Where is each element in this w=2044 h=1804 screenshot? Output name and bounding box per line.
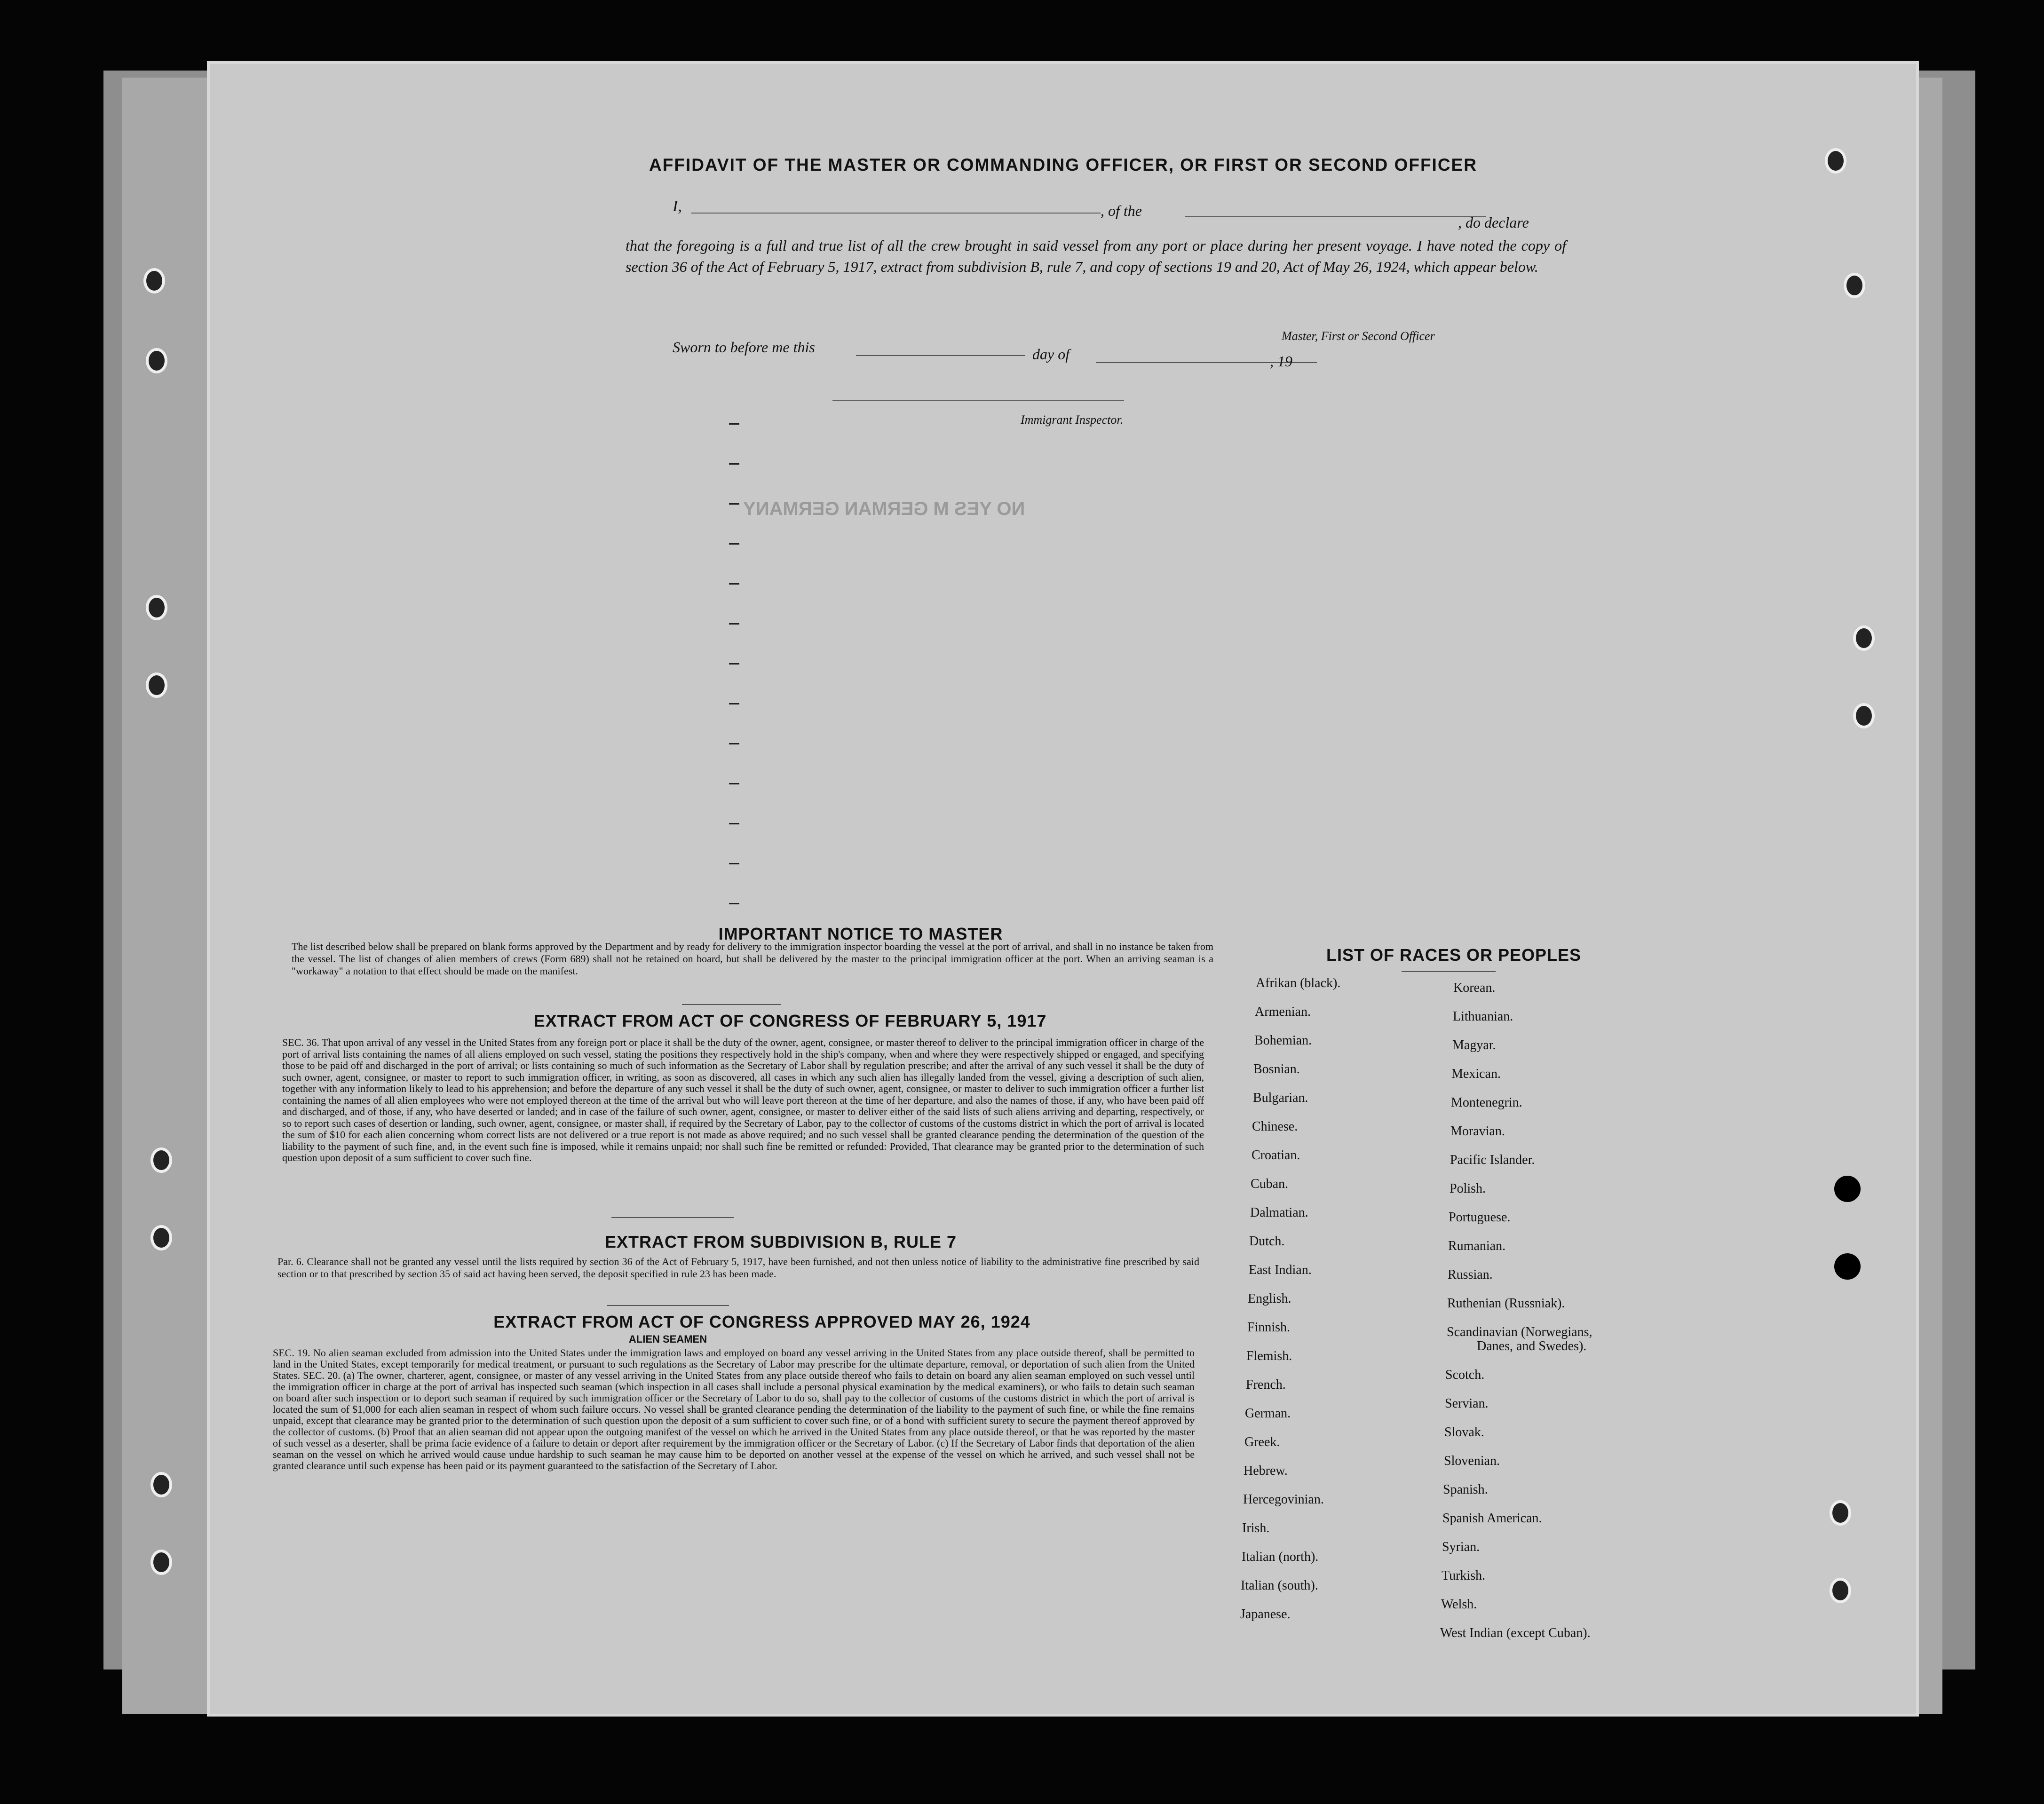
divider	[607, 1305, 729, 1306]
race-item: Portuguese.	[1449, 1210, 1511, 1225]
race-item: Dalmatian.	[1250, 1205, 1308, 1220]
race-item: Chinese.	[1252, 1119, 1298, 1134]
punch-hole	[151, 1472, 172, 1497]
extract-1924-text: SEC. 19. No alien seaman excluded from admission into the United States under the immigration laws and employed on board any vessel arriving in the United States from any place outside thereof, shall be permitted to land in the United States, except temporarily for medical treatment, or pursuant to such regulations as the Secretary of Labor may prescribe for the ultimate departure, removal, or deportation of such alien from the United States. SEC. 20. (a) The owner, charterer, agent, consignee, or master of any vessel arriving in the United States from any place outside thereof who fails to detain on board any alien seaman employed on such vessel until the immigration officer in charge at the port of arrival has inspected such seaman (which inspection in all cases shall include a personal physical examination by the medical examiners), or who fails to detain such seaman on board after such inspection or to deport such seaman if required by such immigration officer or the Secretary of Labor to do so, shall pay to the collector of customs of the customs district in which the port of arrival is located the sum of $1,000 for each alien seaman in respect of whom such failure occurs. No vessel shall be granted clearance pending the determination of the liability to the payment of such fine, or while the fine remains unpaid, except that clearance may be granted prior to the determination of such question upon the deposit of a sum sufficient to cover such fine, or of a bond with sufficient surety to secure the payment thereof approved by the collector of customs. (b) Proof that an alien seaman did not appear upon the outgoing manifest of the vessel on which he arrived in the United States from any place outside thereof, or that he was reported by the master of such vessel as a deserter, shall be prima facie evidence of a failure to detain or deport after requirement by the immigration officer or the Secretary of Labor. (c) If the Secretary of Labor finds that deportation of the alien seaman on the vessel on which he arrived would cause undue hardship to such seaman he may cause him to be deported on another vessel at the expense of the vessel on which he arrived, and such vessel shall not be granted clearance until such expense has been paid or its payment guaranteed to the satisfaction of the Secretary of Labor.	[273, 1347, 1195, 1472]
bleed-through-text: NO YES M GERMAN GERMANY	[743, 498, 1025, 519]
race-item: Lithuanian.	[1453, 1009, 1513, 1024]
punch-hole	[1825, 148, 1846, 174]
column-tick	[729, 463, 739, 465]
race-item: Afrikan (black).	[1256, 976, 1341, 990]
sworn-label: Sworn to before me this	[673, 339, 815, 356]
race-item: Bulgarian.	[1253, 1091, 1308, 1105]
race-item: Mexican.	[1451, 1067, 1501, 1081]
race-item: Flemish.	[1246, 1349, 1292, 1363]
race-item: Spanish American.	[1442, 1511, 1542, 1526]
punch-hole	[146, 595, 167, 620]
race-item: Turkish.	[1442, 1568, 1486, 1583]
race-item: Ruthenian (Russniak).	[1447, 1296, 1565, 1311]
race-item: Welsh.	[1441, 1597, 1477, 1612]
race-item: Spanish.	[1443, 1482, 1488, 1497]
affidavit-i: I,	[673, 198, 682, 215]
punch-hole	[1830, 1500, 1851, 1526]
race-item: Italian (south).	[1241, 1578, 1318, 1593]
extract-1917-title: EXTRACT FROM ACT OF CONGRESS OF FEBRUARY 5, 1917	[533, 1011, 1047, 1030]
race-item: Japanese.	[1240, 1607, 1291, 1622]
race-item: Servian.	[1445, 1396, 1489, 1411]
race-item: Italian (north).	[1242, 1550, 1319, 1564]
affidavit-body: that the foregoing is a full and true list of all the crew brought in said vessel from any port or place during her present voyage. I have noted the copy of section 36 of the Act of February 5, 1917, extract from subdivision B, rule 7, and copy of sections 19 and 20, Act of May 26, 1924, which appear below.	[626, 237, 1566, 275]
race-item: Scandinavian (Norwegians,	[1447, 1325, 1592, 1339]
punch-hole	[146, 673, 167, 698]
rule7-text: Par. 6. Clearance shall not be granted any vessel until the lists required by section 36 of the Act of February 5, 1917, have been furnished, and not then unless notice of liability to the administrative fine prescribed by said section or to that prescribed by section 35 of said act having been served, the deposit specified in rule 23 has been made.	[277, 1256, 1199, 1280]
signer-label: Master, First or Second Officer	[1282, 329, 1435, 343]
inspector-label: Immigrant Inspector.	[1021, 413, 1124, 427]
race-item: Moravian.	[1450, 1124, 1505, 1139]
race-item: Polish.	[1450, 1181, 1486, 1196]
race-item: Slovenian.	[1444, 1454, 1500, 1468]
punch-hole	[1834, 1176, 1861, 1202]
vessel-blank-line	[1185, 216, 1486, 217]
race-item: Montenegrin.	[1451, 1095, 1522, 1110]
name-blank-line	[691, 213, 1101, 214]
race-item: West Indian (except Cuban).	[1440, 1626, 1591, 1640]
year-label: , 19	[1270, 353, 1292, 370]
notice-text: The list described below shall be prepared on blank forms approved by the Department and by ready for delivery to the immigration inspector boarding the vessel at the port of arrival, and shall in no instance be taken from the vessel. The list of changes of alien members of crews (Form 689) shall not be retained on board, but shall be delivered by the master to the principal immigration officer at the port. When an arriving seaman is a "workaway" a notation to that effect should be made on the manifest.	[292, 941, 1213, 977]
punch-hole	[1853, 703, 1875, 728]
column-tick	[729, 783, 739, 784]
races-title: LIST OF RACES OR PEOPLES	[1326, 945, 1582, 965]
race-item: Hebrew.	[1244, 1464, 1288, 1478]
race-item: Syrian.	[1442, 1540, 1480, 1554]
column-tick	[729, 903, 739, 904]
race-item: Irish.	[1242, 1521, 1270, 1535]
column-tick	[729, 743, 739, 744]
race-item: Russian.	[1448, 1267, 1493, 1282]
race-item: French.	[1246, 1377, 1286, 1392]
column-tick	[729, 543, 739, 545]
race-item: Armenian.	[1255, 1005, 1311, 1019]
race-item: Cuban.	[1251, 1177, 1289, 1191]
race-item: Finnish.	[1247, 1320, 1291, 1335]
race-item: Bosnian.	[1253, 1062, 1300, 1076]
manifest-page	[207, 61, 1919, 1717]
column-tick	[729, 863, 739, 864]
column-tick	[729, 423, 739, 425]
race-item: English.	[1248, 1291, 1291, 1306]
race-item: German.	[1245, 1406, 1291, 1421]
punch-hole	[1844, 273, 1865, 298]
extract-1917-text: SEC. 36. That upon arrival of any vessel in the United States from any foreign port or place it shall be the duty of the owner, agent, consignee, or master thereof to deliver to the principal immigration officer in charge of the port of arrival lists containing the names of all aliens employed on such vessel, stating the positions they respectively hold in the ship's company, when and where they were respectively shipped or engaged, and specifying those to be paid off and discharged in the port of arrival; or lists containing so much of such information as the Secretary of Labor shall by regulation prescribe; and after the arrival of any such vessel it shall be the duty of such owner, agent, consignee, or master to report to such immigration officer, in writing, as soon as discovered, all cases in which any such alien has illegally landed from the vessel, giving a description of such alien, together with any information likely to lead to his apprehension; and before the departure of any such vessel it shall be the duty of such owner, agent, consignee, or master to deliver to such immigration officer a further list containing the names of all alien employees who were not employed thereon at the time of the arrival but who will leave port thereon at the time of her departure, and also the names of those, if any, who have been paid off and discharged, and of those, if any, who have deserted or landed; and in case of the failure of such owner, agent, consignee, or master to deliver either of the said lists of such aliens arriving and departing, respectively, or so to report such cases of desertion or landing, such owner, agent, consignee, or master shall, if required by the Secretary of Labor, pay to the collector of customs of the customs district in which the port of arrival is located the sum of $10 for each alien concerning whom correct lists are not delivered or a true report is not made as above required; and no such vessel shall be granted clearance pending the determination of the question of the liability to the payment of such fine, and, in the event such fine is imposed, while it remains unpaid; nor shall such fine be remitted or refunded: Provided, That clearance may be granted prior to the determination of such question upon deposit of a sum sufficient to cover such fine.	[282, 1037, 1204, 1163]
extract-1924-subtitle: ALIEN SEAMEN	[628, 1333, 707, 1345]
divider	[611, 1217, 734, 1218]
column-tick	[729, 703, 739, 704]
affidavit-of-the: , of the	[1101, 202, 1142, 219]
race-item: Slovak.	[1444, 1425, 1484, 1440]
race-item: Croatian.	[1252, 1148, 1300, 1163]
race-item: Magyar.	[1452, 1038, 1496, 1052]
punch-hole	[151, 1225, 172, 1250]
punch-hole	[1853, 625, 1875, 651]
day-of-label: day of	[1032, 346, 1070, 363]
column-tick	[729, 503, 739, 505]
punch-hole	[1834, 1253, 1861, 1280]
punch-hole	[146, 348, 167, 373]
race-item: East Indian.	[1249, 1263, 1312, 1277]
column-tick	[729, 663, 739, 665]
affidavit-declare: , do declare	[1458, 214, 1529, 231]
affidavit-title: AFFIDAVIT OF THE MASTER OR COMMANDING OFFICER, OR FIRST OR SECOND OFFICER	[649, 155, 1477, 174]
column-tick	[729, 583, 739, 585]
divider	[682, 1004, 781, 1005]
column-tick	[729, 623, 739, 625]
race-item: Danes, and Swedes).	[1477, 1339, 1587, 1353]
race-item: Pacific Islander.	[1450, 1153, 1535, 1167]
race-item: Dutch.	[1249, 1234, 1285, 1249]
column-tick	[729, 823, 739, 824]
punch-hole	[1830, 1578, 1851, 1603]
race-item: Greek.	[1244, 1435, 1280, 1449]
race-item: Hercegovinian.	[1243, 1492, 1324, 1507]
race-item: Bohemian.	[1254, 1033, 1312, 1048]
punch-hole	[151, 1147, 172, 1173]
divider	[1402, 971, 1496, 972]
notice-title: IMPORTANT NOTICE TO MASTER	[718, 924, 1003, 943]
extract-1924-title: EXTRACT FROM ACT OF CONGRESS APPROVED MAY 26, 1924	[493, 1312, 1030, 1331]
race-item: Rumanian.	[1448, 1239, 1506, 1253]
punch-hole	[151, 1550, 172, 1575]
punch-hole	[143, 268, 165, 293]
race-item: Korean.	[1453, 981, 1496, 995]
inspector-line	[832, 400, 1124, 401]
sworn-day-line	[856, 355, 1025, 356]
rule7-title: EXTRACT FROM SUBDIVISION B, RULE 7	[604, 1232, 957, 1251]
race-item: Scotch.	[1445, 1368, 1485, 1382]
